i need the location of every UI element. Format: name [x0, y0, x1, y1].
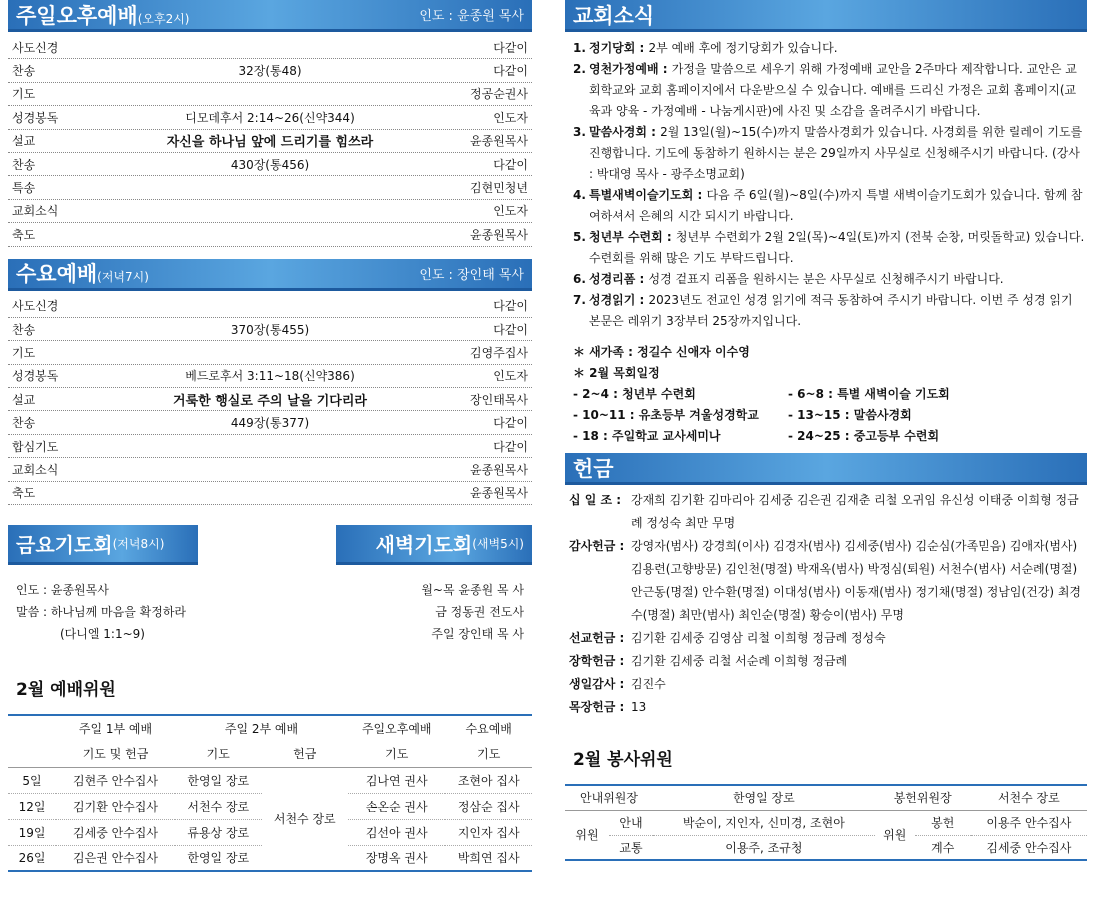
count-members: 김세중 안수집사 — [971, 835, 1087, 860]
order-item: 교회소식 — [12, 204, 59, 219]
order-content: 디모데후서 2:14~26(신약344) — [185, 110, 355, 125]
cell: 김세중 안수집사 — [56, 819, 175, 845]
offering-header — [565, 453, 1087, 485]
order-item: 찬송 — [12, 157, 36, 172]
friday-leader: 인도 : 윤종원목사 — [16, 583, 109, 598]
order-who: 장인태목사 — [470, 392, 528, 407]
dawn-title: 새벽기도회 — [375, 533, 473, 558]
news-item: 2. 영천가정예배 : 가정을 말씀으로 세우기 위해 가정예배 교안을 2주마다 제작합니다. 교안은 교회학교와 교회 홈페이지에서 다운받으실 수 있습니다. 예배를 드리신 가정은 교회 홈페이지(교육과 양육 - 가정예배 - 나눔게시판)에 사진 및 소감을 올려주시기 바랍니다. — [573, 62, 1077, 118]
cell: 장명옥 권사 — [348, 845, 445, 871]
cell: 류용상 장로 — [175, 819, 262, 845]
order-row — [8, 318, 532, 341]
duty-table — [8, 714, 532, 872]
count-sub: 계수 — [915, 835, 971, 860]
guide-members: 박순이, 지인자, 신미경, 조현아 — [653, 810, 875, 835]
cell: 박희연 집사 — [445, 845, 532, 871]
wednesday-title: 수요예배 — [16, 262, 98, 287]
offering-row: 선교헌금 : 김기환 김세중 김영삼 리철 이희형 정금례 정성숙 — [569, 631, 886, 645]
order-row — [8, 365, 532, 388]
order-row — [8, 130, 532, 153]
cell: 서천수 장로 — [175, 793, 262, 819]
order-who: 다같이 — [493, 157, 528, 172]
order-row — [8, 388, 532, 411]
cell: 한영일 장로 — [175, 845, 262, 871]
order-item: 합심기도 — [12, 439, 59, 454]
dawn-line: 월~목 윤종원 목 사 — [421, 583, 524, 598]
order-row — [8, 59, 532, 82]
offering-shared-cell: 서천수 장로 — [262, 767, 349, 871]
order-row — [8, 176, 532, 199]
service-table — [565, 784, 1087, 861]
service-title: 2월 봉사위원 — [573, 750, 673, 770]
date-cell: 5일 — [22, 773, 42, 788]
offering-list — [565, 489, 1087, 719]
cell: 김은권 안수집사 — [56, 845, 175, 871]
cell: 김현주 안수집사 — [73, 773, 158, 788]
friday-word: 말씀 : 하나님께 마음을 확정하라 — [16, 605, 186, 620]
cell: 김선아 권사 — [348, 819, 445, 845]
date-cell: 12일 — [8, 793, 56, 819]
table-header — [8, 715, 532, 741]
order-content: 370장(통455) — [230, 322, 310, 337]
left-column — [8, 0, 532, 872]
order-content: 430장(통456) — [230, 157, 310, 172]
news-item: 3. 말씀사경회 : 2월 13일(월)~15(수)까지 말씀사경회가 있습니다. 사경회를 위한 릴레이 기도를 진행합니다. 기도에 동참하기 원하시는 분은 29일까지 사무실로 신청해주시기 바랍니다. (강사 : 박대영 목사 - 광주소명교회) — [573, 125, 1083, 181]
order-item: 설교 — [12, 134, 36, 149]
header-cell: 주일 2부 예배 — [175, 715, 348, 741]
order-item: 찬송 — [12, 416, 36, 431]
order-who: 정공순권사 — [470, 87, 528, 102]
order-row — [8, 200, 532, 223]
order-item: 기도 — [12, 87, 36, 102]
order-item: 설교 — [12, 392, 36, 407]
sunday-pm-header — [8, 0, 532, 32]
wednesday-header — [8, 259, 532, 291]
wednesday-time: (저녁7시) — [97, 270, 149, 285]
duty-title: 2월 예배위원 — [16, 680, 116, 701]
sermon-title: 거룩한 행실로 주의 날을 기다리라 — [173, 393, 367, 409]
order-who: 김현민청년 — [470, 181, 528, 196]
header-cell: 기도 및 헌금 — [56, 741, 175, 767]
new-family: ＊ 새가족 : 정길수 신애자 이수영 — [573, 345, 750, 359]
prayer-details — [8, 579, 532, 645]
offer-name: 서천수 장로 — [971, 785, 1087, 810]
cell: 김나연 권사 — [365, 773, 428, 788]
schedule-item: - 6~8 : 특별 새벽이슬 기도회 — [788, 387, 950, 401]
sunday-pm-time: (오후2시) — [137, 11, 190, 26]
order-who: 인도자 — [493, 369, 528, 384]
traffic-members: 이용주, 조규청 — [653, 835, 875, 860]
friday-title: 금요기도회 — [16, 533, 113, 558]
news-item: 4. 특별새벽이슬기도회 : 다음 주 6일(월)~8일(수)까지 특별 새벽이슬기도회가 있습니다. 함께 참여하셔서 은혜의 시간 되시기 바랍니다. — [573, 188, 1083, 223]
table-row — [8, 767, 532, 793]
news-header — [565, 0, 1087, 32]
order-who: 김영주집사 — [470, 345, 528, 360]
guide-sub: 안내 — [609, 810, 653, 835]
cell: 조현아 집사 — [457, 773, 520, 788]
news-item: 1. 정기당회 : 2부 예배 후에 정기당회가 있습니다. — [573, 41, 838, 55]
order-who: 다같이 — [493, 416, 528, 431]
order-row — [8, 223, 532, 246]
schedule-title: ＊ 2월 목회일정 — [573, 366, 660, 380]
offer-members: 이용주 안수집사 — [971, 810, 1087, 835]
member-label: 위원 — [875, 810, 915, 860]
sunday-pm-leader: 인도 : 윤종원 목사 — [419, 9, 524, 24]
order-item: 특송 — [12, 181, 36, 196]
sunday-pm-title: 주일오후예배 — [16, 3, 138, 28]
table-row — [565, 810, 1087, 835]
schedule-item: - 18 : 주일학교 교사세미나 — [573, 429, 721, 443]
order-item: 찬송 — [12, 64, 36, 79]
schedule-item: - 10~11 : 유초등부 겨울성경학교 — [573, 408, 759, 422]
order-content: 베드로후서 3:11~18(신약386) — [185, 369, 355, 384]
dawn-header — [336, 525, 532, 565]
dawn-time: (새벽5시) — [472, 537, 524, 552]
table-header — [565, 785, 1087, 810]
friday-time: (저녁8시) — [112, 537, 165, 552]
friday-header — [8, 525, 198, 565]
cell: 한영일 장로 — [187, 773, 250, 788]
order-item: 성경봉독 — [12, 369, 59, 384]
order-who: 다같이 — [493, 40, 528, 55]
schedule-list — [565, 384, 1087, 447]
order-item: 기도 — [12, 345, 36, 360]
cell: 김기환 안수집사 — [56, 793, 175, 819]
order-who: 다같이 — [493, 299, 528, 314]
friday-word-ref: (다니엘 1:1~9) — [60, 627, 145, 642]
order-row — [8, 341, 532, 364]
order-row — [8, 153, 532, 176]
date-cell: 19일 — [8, 819, 56, 845]
order-who: 인도자 — [493, 204, 528, 219]
guide-name: 한영일 장로 — [653, 785, 875, 810]
dawn-line: 금 정동권 전도사 — [435, 605, 524, 620]
order-content: 449장(통377) — [230, 416, 310, 431]
order-who: 윤종원목사 — [470, 462, 528, 477]
schedule-item: - 2~4 : 청년부 수련회 — [573, 387, 696, 401]
order-row — [8, 482, 532, 505]
sunday-pm-order — [8, 36, 532, 247]
order-item: 성경봉독 — [12, 110, 59, 125]
order-content: 32장(통48) — [238, 64, 302, 79]
date-cell: 26일 — [8, 845, 56, 871]
cell: 지인자 집사 — [445, 819, 532, 845]
order-who: 다같이 — [493, 439, 528, 454]
offer-sub: 봉헌 — [915, 810, 971, 835]
order-row — [8, 83, 532, 106]
guide-label: 안내위원장 — [565, 785, 653, 810]
offer-label: 봉헌위원장 — [875, 785, 971, 810]
offering-title: 헌금 — [573, 456, 614, 481]
sermon-title: 자신을 하나님 앞에 드리기를 힘쓰라 — [166, 135, 374, 151]
wednesday-order — [8, 295, 532, 506]
order-row — [8, 106, 532, 129]
header-cell: 기도 — [175, 741, 262, 767]
header-cell: 기도 — [445, 741, 532, 767]
schedule-item: - 13~15 : 말씀사경회 — [788, 408, 912, 422]
header-cell: 수요예배 — [445, 715, 532, 741]
cell: 정삼순 집사 — [445, 793, 532, 819]
offering-row: 장학헌금 : 김기환 김세중 리철 서순례 이희형 정금례 — [569, 654, 848, 668]
header-cell: 주일 1부 예배 — [56, 715, 175, 741]
offering-row: 목장헌금 : 13 — [569, 700, 647, 714]
table-subheader — [8, 741, 532, 767]
order-who: 다같이 — [493, 322, 528, 337]
order-item: 사도신경 — [12, 299, 59, 314]
news-item: 6. 성경리폼 : 성경 겉표지 리폼을 원하시는 분은 사무실로 신청해주시기 바랍니다. — [573, 272, 1004, 286]
right-column — [565, 0, 1087, 861]
order-item: 사도신경 — [12, 40, 59, 55]
order-who: 윤종원목사 — [470, 486, 528, 501]
header-cell: 주일오후예배 — [348, 715, 445, 741]
order-row — [8, 458, 532, 481]
order-who: 윤종원목사 — [470, 134, 528, 149]
prayer-headers — [8, 525, 532, 565]
news-item: 7. 성경읽기 : 2023년도 전교인 성경 읽기에 적극 동참하여 주시기 바랍니다. 이번 주 성경 읽기 본문은 레위기 3장부터 25장까지입니다. — [573, 293, 1073, 328]
offering-row: 십 일 조 : 강재희 김기환 김마리아 김세중 김은권 김재춘 리철 오귀임 유신성 이태중 이희형 정금례 정성숙 최만 무명 — [569, 493, 1079, 530]
header-cell: 기도 — [348, 741, 445, 767]
offering-row: 감사헌금 : 강영자(범사) 강경희(이사) 김경자(범사) 김세중(범사) 김순심(가족믿음) 김애자(범사) 김용련(고향방문) 김인천(명절) 박재옥(범사) 박정심(퇴원) 서천수(범사) 서순례(명절) 안근동(명절) 안수환(명절) 이대성(범사) 이동재(범사) 정기채(명절) 정남임(건강) 최경수(명절) 최만(범사) 최인순(명절) 황승이(범사) 무명 — [569, 539, 1082, 622]
order-item: 찬송 — [12, 322, 36, 337]
order-row — [8, 435, 532, 458]
order-row — [8, 36, 532, 59]
dawn-line: 주일 장인태 목 사 — [431, 627, 524, 642]
order-who: 인도자 — [493, 110, 528, 125]
cell: 손온순 권사 — [348, 793, 445, 819]
order-item: 축도 — [12, 486, 36, 501]
traffic-sub: 교통 — [609, 835, 653, 860]
order-row — [8, 411, 532, 434]
news-title: 교회소식 — [573, 3, 655, 28]
wednesday-leader: 인도 : 장인태 목사 — [419, 267, 524, 283]
order-row — [8, 295, 532, 318]
news-item: 5. 청년부 수련회 : 청년부 수련회가 2월 2일(목)~4일(토)까지 (전북 순창, 머릿돌학교) 있습니다. 수련회를 위해 많은 기도 부탁드립니다. — [573, 230, 1085, 265]
order-who: 윤종원목사 — [470, 227, 528, 242]
order-item: 축도 — [12, 227, 36, 242]
header-cell: 헌금 — [262, 741, 349, 767]
schedule-item: - 24~25 : 중고등부 수련회 — [788, 429, 940, 443]
order-item: 교회소식 — [12, 462, 59, 477]
news-list — [565, 38, 1087, 384]
member-label: 위원 — [565, 810, 609, 860]
table-row — [565, 835, 1087, 860]
offering-row: 생일감사 : 김진수 — [569, 677, 666, 691]
order-who: 다같이 — [493, 64, 528, 79]
